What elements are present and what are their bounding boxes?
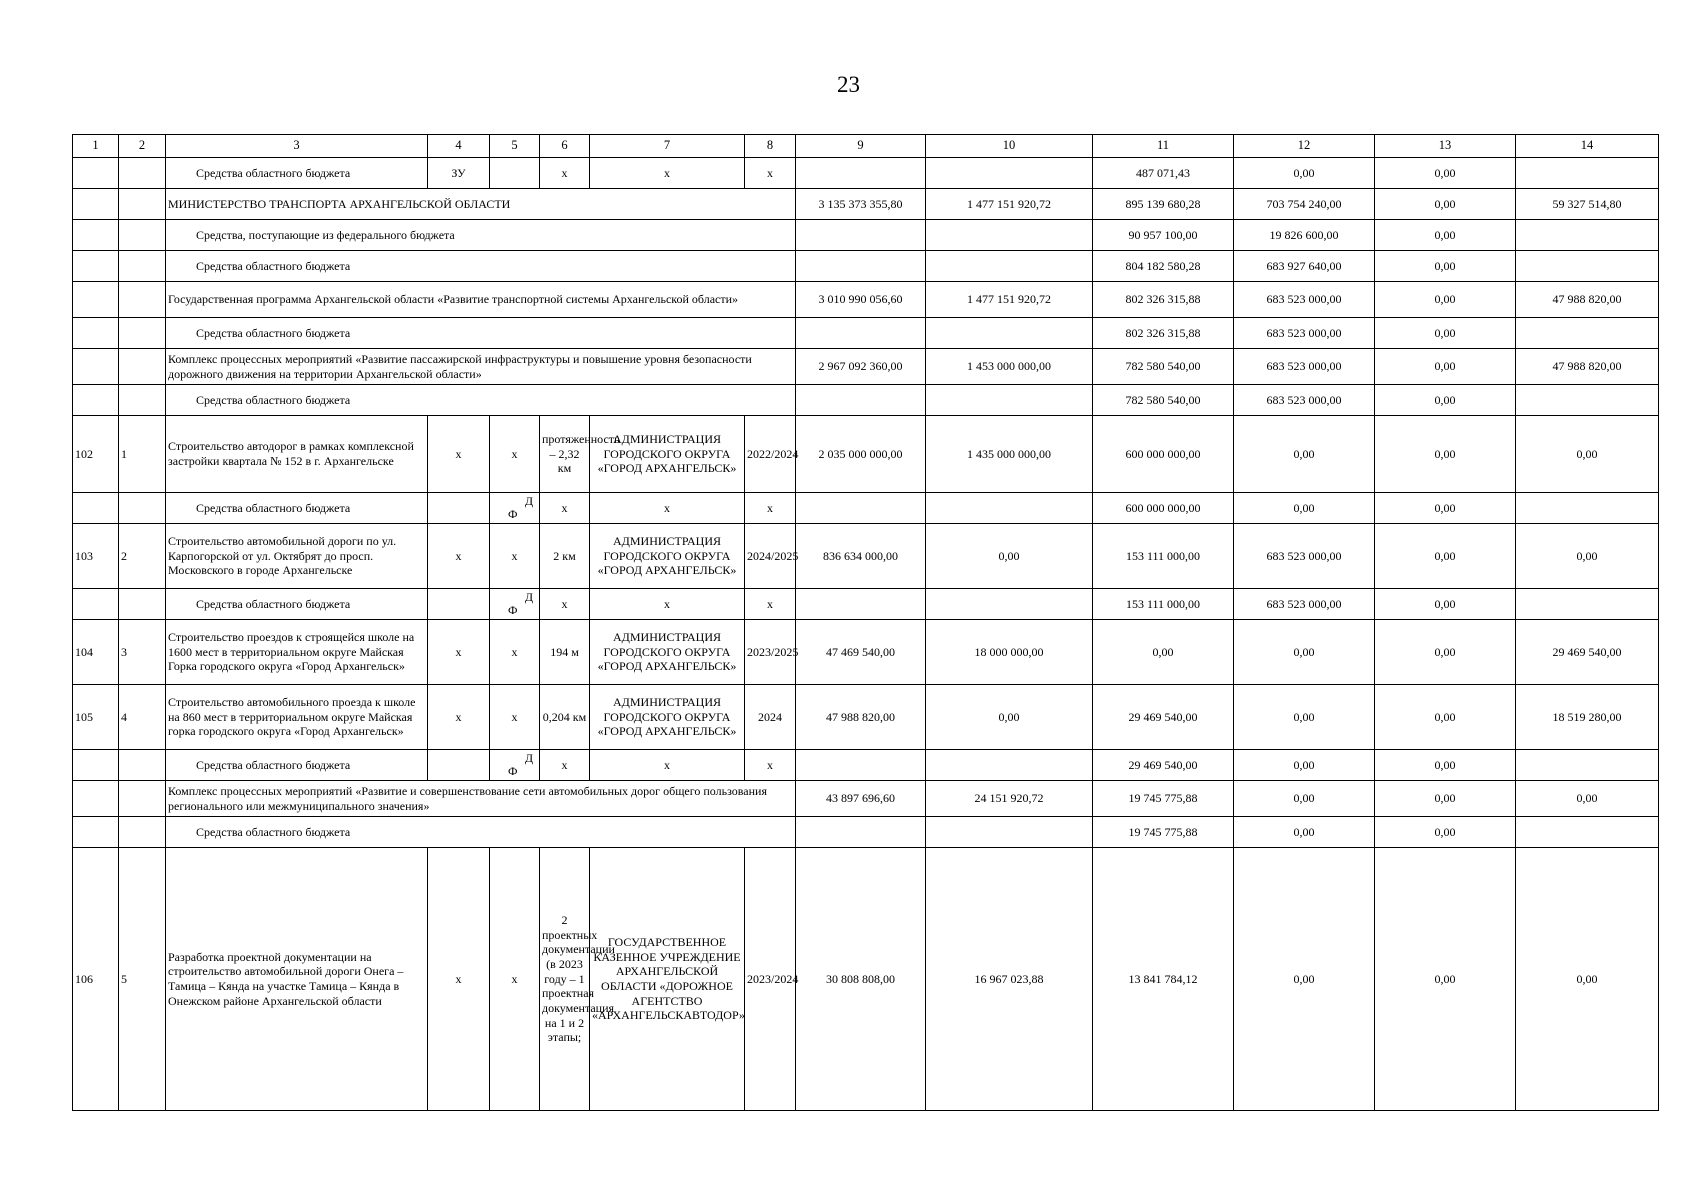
cell-d: Д	[524, 590, 533, 604]
col-num: 3	[166, 135, 428, 158]
cell-value: 0,00	[1375, 158, 1516, 189]
cell-value: 0,00	[1375, 416, 1516, 493]
cell-value: 683 523 000,00	[1234, 524, 1375, 589]
cell-value: 0,00	[1375, 493, 1516, 524]
cell-x: х	[745, 493, 796, 524]
cell-x: х	[428, 620, 490, 685]
cell-value: 0,00	[926, 685, 1093, 750]
cell-f: Ф	[508, 507, 518, 522]
cell-d: Д	[524, 494, 533, 508]
cell-value: 47 988 820,00	[1516, 349, 1659, 385]
cell-capacity: 0,204 км	[540, 685, 590, 750]
row-index: 4	[119, 685, 166, 750]
cell-value: 683 523 000,00	[1234, 349, 1375, 385]
cell-value: 0,00	[1234, 750, 1375, 781]
row-label: Строительство автомобильного проезда к школе на 860 мест в территориальном округе Майская горка городского округа «Город Архангельск»	[166, 685, 428, 750]
cell-value: 3 135 373 355,80	[796, 189, 926, 220]
col-num: 7	[590, 135, 745, 158]
table-row	[73, 493, 1659, 524]
cell-value: 804 182 580,28	[1093, 251, 1234, 282]
col-num: 6	[540, 135, 590, 158]
cell-x: х	[590, 589, 745, 620]
row-label: Комплекс процессных мероприятий «Развитие пассажирской инфраструктуры и повышение уровня безопасности дорожного движения на территории Архангельской области»	[166, 349, 796, 385]
cell-value: 29 469 540,00	[1093, 750, 1234, 781]
cell-value: 0,00	[1234, 848, 1375, 1111]
cell-value: 683 523 000,00	[1234, 589, 1375, 620]
row-index: 2	[119, 524, 166, 589]
row-index: 3	[119, 620, 166, 685]
col-num: 14	[1516, 135, 1659, 158]
table-row	[73, 220, 1659, 251]
cell-value: 683 523 000,00	[1234, 282, 1375, 318]
row-label: Средства областного бюджета	[166, 589, 428, 620]
cell-df	[490, 750, 540, 781]
cell-period: 2024/2025	[745, 524, 796, 589]
cell-f: Ф	[508, 603, 518, 618]
row-label: Средства областного бюджета	[166, 493, 428, 524]
cell-x: х	[745, 750, 796, 781]
cell-value: 0,00	[1234, 620, 1375, 685]
cell-value: 1 435 000 000,00	[926, 416, 1093, 493]
cell-value: 29 469 540,00	[1093, 685, 1234, 750]
row-index: 1	[119, 416, 166, 493]
cell-value: 0,00	[1375, 817, 1516, 848]
col-num: 5	[490, 135, 540, 158]
cell-value: 19 745 775,88	[1093, 817, 1234, 848]
cell-value: 0,00	[1375, 220, 1516, 251]
cell-value: 683 523 000,00	[1234, 318, 1375, 349]
cell-value: 0,00	[1375, 318, 1516, 349]
cell-capacity: 2 проектных документации (в 2023 году – 1 проектная документация на 1 и 2 этапы;	[540, 848, 590, 1111]
cell-customer: АДМИНИСТРАЦИЯ ГОРОДСКОГО ОКРУГА «ГОРОД АРХАНГЕЛЬСК»	[590, 524, 745, 589]
cell-customer: АДМИНИСТРАЦИЯ ГОРОДСКОГО ОКРУГА «ГОРОД АРХАНГЕЛЬСК»	[590, 416, 745, 493]
cell-x: х	[490, 416, 540, 493]
cell-value: 836 634 000,00	[796, 524, 926, 589]
row-index: 5	[119, 848, 166, 1111]
cell-value: 0,00	[1375, 848, 1516, 1111]
cell-value: 0,00	[926, 524, 1093, 589]
cell-value: 0,00	[1375, 251, 1516, 282]
cell-period: 2022/2024	[745, 416, 796, 493]
budget-table	[72, 134, 1659, 1111]
cell-value: 0,00	[1375, 349, 1516, 385]
cell-capacity: протяженность – 2,32 км	[540, 416, 590, 493]
cell-value: 90 957 100,00	[1093, 220, 1234, 251]
col-num: 9	[796, 135, 926, 158]
cell-period: 2023/2024	[745, 848, 796, 1111]
table-row	[73, 251, 1659, 282]
cell-value: 1 453 000 000,00	[926, 349, 1093, 385]
cell-customer: АДМИНИСТРАЦИЯ ГОРОДСКОГО ОКРУГА «ГОРОД АРХАНГЕЛЬСК»	[590, 620, 745, 685]
cell-customer: ГОСУДАРСТВЕННОЕ КАЗЕННОЕ УЧРЕЖДЕНИЕ АРХАНГЕЛЬСКОЙ ОБЛАСТИ «ДОРОЖНОЕ АГЕНТСТВО «АРХАНГЕЛЬСКАВТОДОР»	[590, 848, 745, 1111]
cell-value: 0,00	[1375, 524, 1516, 589]
cell-value: 0,00	[1234, 158, 1375, 189]
cell-x: х	[540, 158, 590, 189]
row-label: МИНИСТЕРСТВО ТРАНСПОРТА АРХАНГЕЛЬСКОЙ ОБЛАСТИ	[166, 189, 796, 220]
table-row	[73, 282, 1659, 318]
cell-value: 47 988 820,00	[1516, 282, 1659, 318]
cell-capacity: 2 км	[540, 524, 590, 589]
row-label: Средства областного бюджета	[166, 385, 796, 416]
row-label: Средства областного бюджета	[166, 750, 428, 781]
cell-value: 0,00	[1375, 750, 1516, 781]
cell-value: 13 841 784,12	[1093, 848, 1234, 1111]
cell-value: 16 967 023,88	[926, 848, 1093, 1111]
table-row	[73, 817, 1659, 848]
cell-x: х	[428, 416, 490, 493]
cell-x: х	[590, 750, 745, 781]
row-label: Комплекс процессных мероприятий «Развитие и совершенствование сети автомобильных дорог общего пользования регионального или межмуниципального значения»	[166, 781, 796, 817]
cell-value: 59 327 514,80	[1516, 189, 1659, 220]
cell-capacity: 194 м	[540, 620, 590, 685]
cell-value: 0,00	[1234, 493, 1375, 524]
cell-value: 24 151 920,72	[926, 781, 1093, 817]
cell-x: х	[745, 158, 796, 189]
row-label: Средства областного бюджета	[166, 817, 796, 848]
row-label: Средства областного бюджета	[166, 158, 428, 189]
table-row	[73, 781, 1659, 817]
cell-f: Ф	[508, 764, 518, 779]
row-number: 103	[73, 524, 119, 589]
cell-x: х	[490, 620, 540, 685]
cell-value: 0,00	[1234, 685, 1375, 750]
cell-x: х	[540, 750, 590, 781]
col-num: 13	[1375, 135, 1516, 158]
row-label: Средства, поступающие из федерального бюджета	[166, 220, 796, 251]
cell-value: 0,00	[1375, 685, 1516, 750]
page-number: 23	[837, 72, 860, 97]
cell-value: 600 000 000,00	[1093, 416, 1234, 493]
cell-value: 487 071,43	[1093, 158, 1234, 189]
col-num: 11	[1093, 135, 1234, 158]
row-label: Строительство проездов к строящейся школе на 1600 мест в территориальном округе Майская Горка городского округа «Город Архангельск»	[166, 620, 428, 685]
table-row	[73, 385, 1659, 416]
cell-x: х	[428, 685, 490, 750]
cell-value: 683 927 640,00	[1234, 251, 1375, 282]
table-row	[73, 349, 1659, 385]
cell-value: 3 010 990 056,60	[796, 282, 926, 318]
cell-value: 0,00	[1375, 189, 1516, 220]
cell-customer: АДМИНИСТРАЦИЯ ГОРОДСКОГО ОКРУГА «ГОРОД АРХАНГЕЛЬСК»	[590, 685, 745, 750]
cell-value: 782 580 540,00	[1093, 385, 1234, 416]
row-number: 104	[73, 620, 119, 685]
cell-value: 0,00	[1375, 282, 1516, 318]
cell-d: Д	[524, 751, 533, 765]
cell-x: х	[490, 848, 540, 1111]
cell-value: 18 000 000,00	[926, 620, 1093, 685]
cell-value: 0,00	[1093, 620, 1234, 685]
table-row	[73, 524, 1659, 589]
table-row	[73, 848, 1659, 1111]
cell-value: 19 826 600,00	[1234, 220, 1375, 251]
cell-x: х	[490, 685, 540, 750]
cell-value: 0,00	[1234, 781, 1375, 817]
col-num: 1	[73, 135, 119, 158]
cell-value: 683 523 000,00	[1234, 385, 1375, 416]
cell-value: 47 469 540,00	[796, 620, 926, 685]
table-row	[73, 189, 1659, 220]
cell-value: 0,00	[1375, 620, 1516, 685]
table-row	[73, 620, 1659, 685]
cell-value: 0,00	[1234, 817, 1375, 848]
row-number: 106	[73, 848, 119, 1111]
cell-value: 0,00	[1516, 848, 1659, 1111]
cell-value: 153 111 000,00	[1093, 524, 1234, 589]
cell-df	[490, 493, 540, 524]
cell-value: 19 745 775,88	[1093, 781, 1234, 817]
table-row	[73, 685, 1659, 750]
cell-value: 0,00	[1516, 416, 1659, 493]
cell-x: х	[428, 848, 490, 1111]
row-number: 102	[73, 416, 119, 493]
row-number: 105	[73, 685, 119, 750]
cell-value: 43 897 696,60	[796, 781, 926, 817]
col-num: 4	[428, 135, 490, 158]
cell-value: 782 580 540,00	[1093, 349, 1234, 385]
cell-value: 30 808 808,00	[796, 848, 926, 1111]
table-row	[73, 750, 1659, 781]
table-row	[73, 416, 1659, 493]
row-label: Строительство автодорог в рамках комплексной застройки квартала № 152 в г. Архангельске	[166, 416, 428, 493]
cell-x: х	[540, 589, 590, 620]
cell-value: 1 477 151 920,72	[926, 189, 1093, 220]
row-label: Государственная программа Архангельской области «Развитие транспортной системы Архангельской области»	[166, 282, 796, 318]
cell-value: 153 111 000,00	[1093, 589, 1234, 620]
column-numbers-row	[73, 135, 1659, 158]
col-num: 12	[1234, 135, 1375, 158]
cell-value: 802 326 315,88	[1093, 318, 1234, 349]
cell-value: 802 326 315,88	[1093, 282, 1234, 318]
table-row	[73, 589, 1659, 620]
cell-value: 0,00	[1375, 781, 1516, 817]
cell-value: 0,00	[1375, 385, 1516, 416]
cell-x: х	[490, 524, 540, 589]
row-label: Средства областного бюджета	[166, 251, 796, 282]
table-row	[73, 318, 1659, 349]
cell-value: 2 035 000 000,00	[796, 416, 926, 493]
cell-value: 600 000 000,00	[1093, 493, 1234, 524]
cell-value: 2 967 092 360,00	[796, 349, 926, 385]
cell-value: 47 988 820,00	[796, 685, 926, 750]
cell-period: 2023/2025	[745, 620, 796, 685]
row-label: Строительство автомобильной дороги по ул. Карпогорской от ул. Октябрят до просп. Московского в городе Архангельске	[166, 524, 428, 589]
cell-x: х	[428, 524, 490, 589]
cell-value: 703 754 240,00	[1234, 189, 1375, 220]
cell-value: 0,00	[1234, 416, 1375, 493]
cell-df	[490, 589, 540, 620]
cell-value: 29 469 540,00	[1516, 620, 1659, 685]
cell-x: х	[590, 493, 745, 524]
col-num: 10	[926, 135, 1093, 158]
cell-value: 0,00	[1516, 781, 1659, 817]
table-row	[73, 158, 1659, 189]
cell-value: 895 139 680,28	[1093, 189, 1234, 220]
cell-x: х	[745, 589, 796, 620]
col-num: 8	[745, 135, 796, 158]
cell-x: х	[540, 493, 590, 524]
cell-value: 1 477 151 920,72	[926, 282, 1093, 318]
cell-value: 0,00	[1375, 589, 1516, 620]
row-label: Разработка проектной документации на строительство автомобильной дороги Онега – Тамица – Кянда на участке Тамица – Кянда в Онежском районе Архангельской области	[166, 848, 428, 1111]
cell-value: 0,00	[1516, 524, 1659, 589]
cell-value: 18 519 280,00	[1516, 685, 1659, 750]
row-label: Средства областного бюджета	[166, 318, 796, 349]
cell-code: ЗУ	[428, 158, 490, 189]
cell-period: 2024	[745, 685, 796, 750]
col-num: 2	[119, 135, 166, 158]
cell-x: х	[590, 158, 745, 189]
